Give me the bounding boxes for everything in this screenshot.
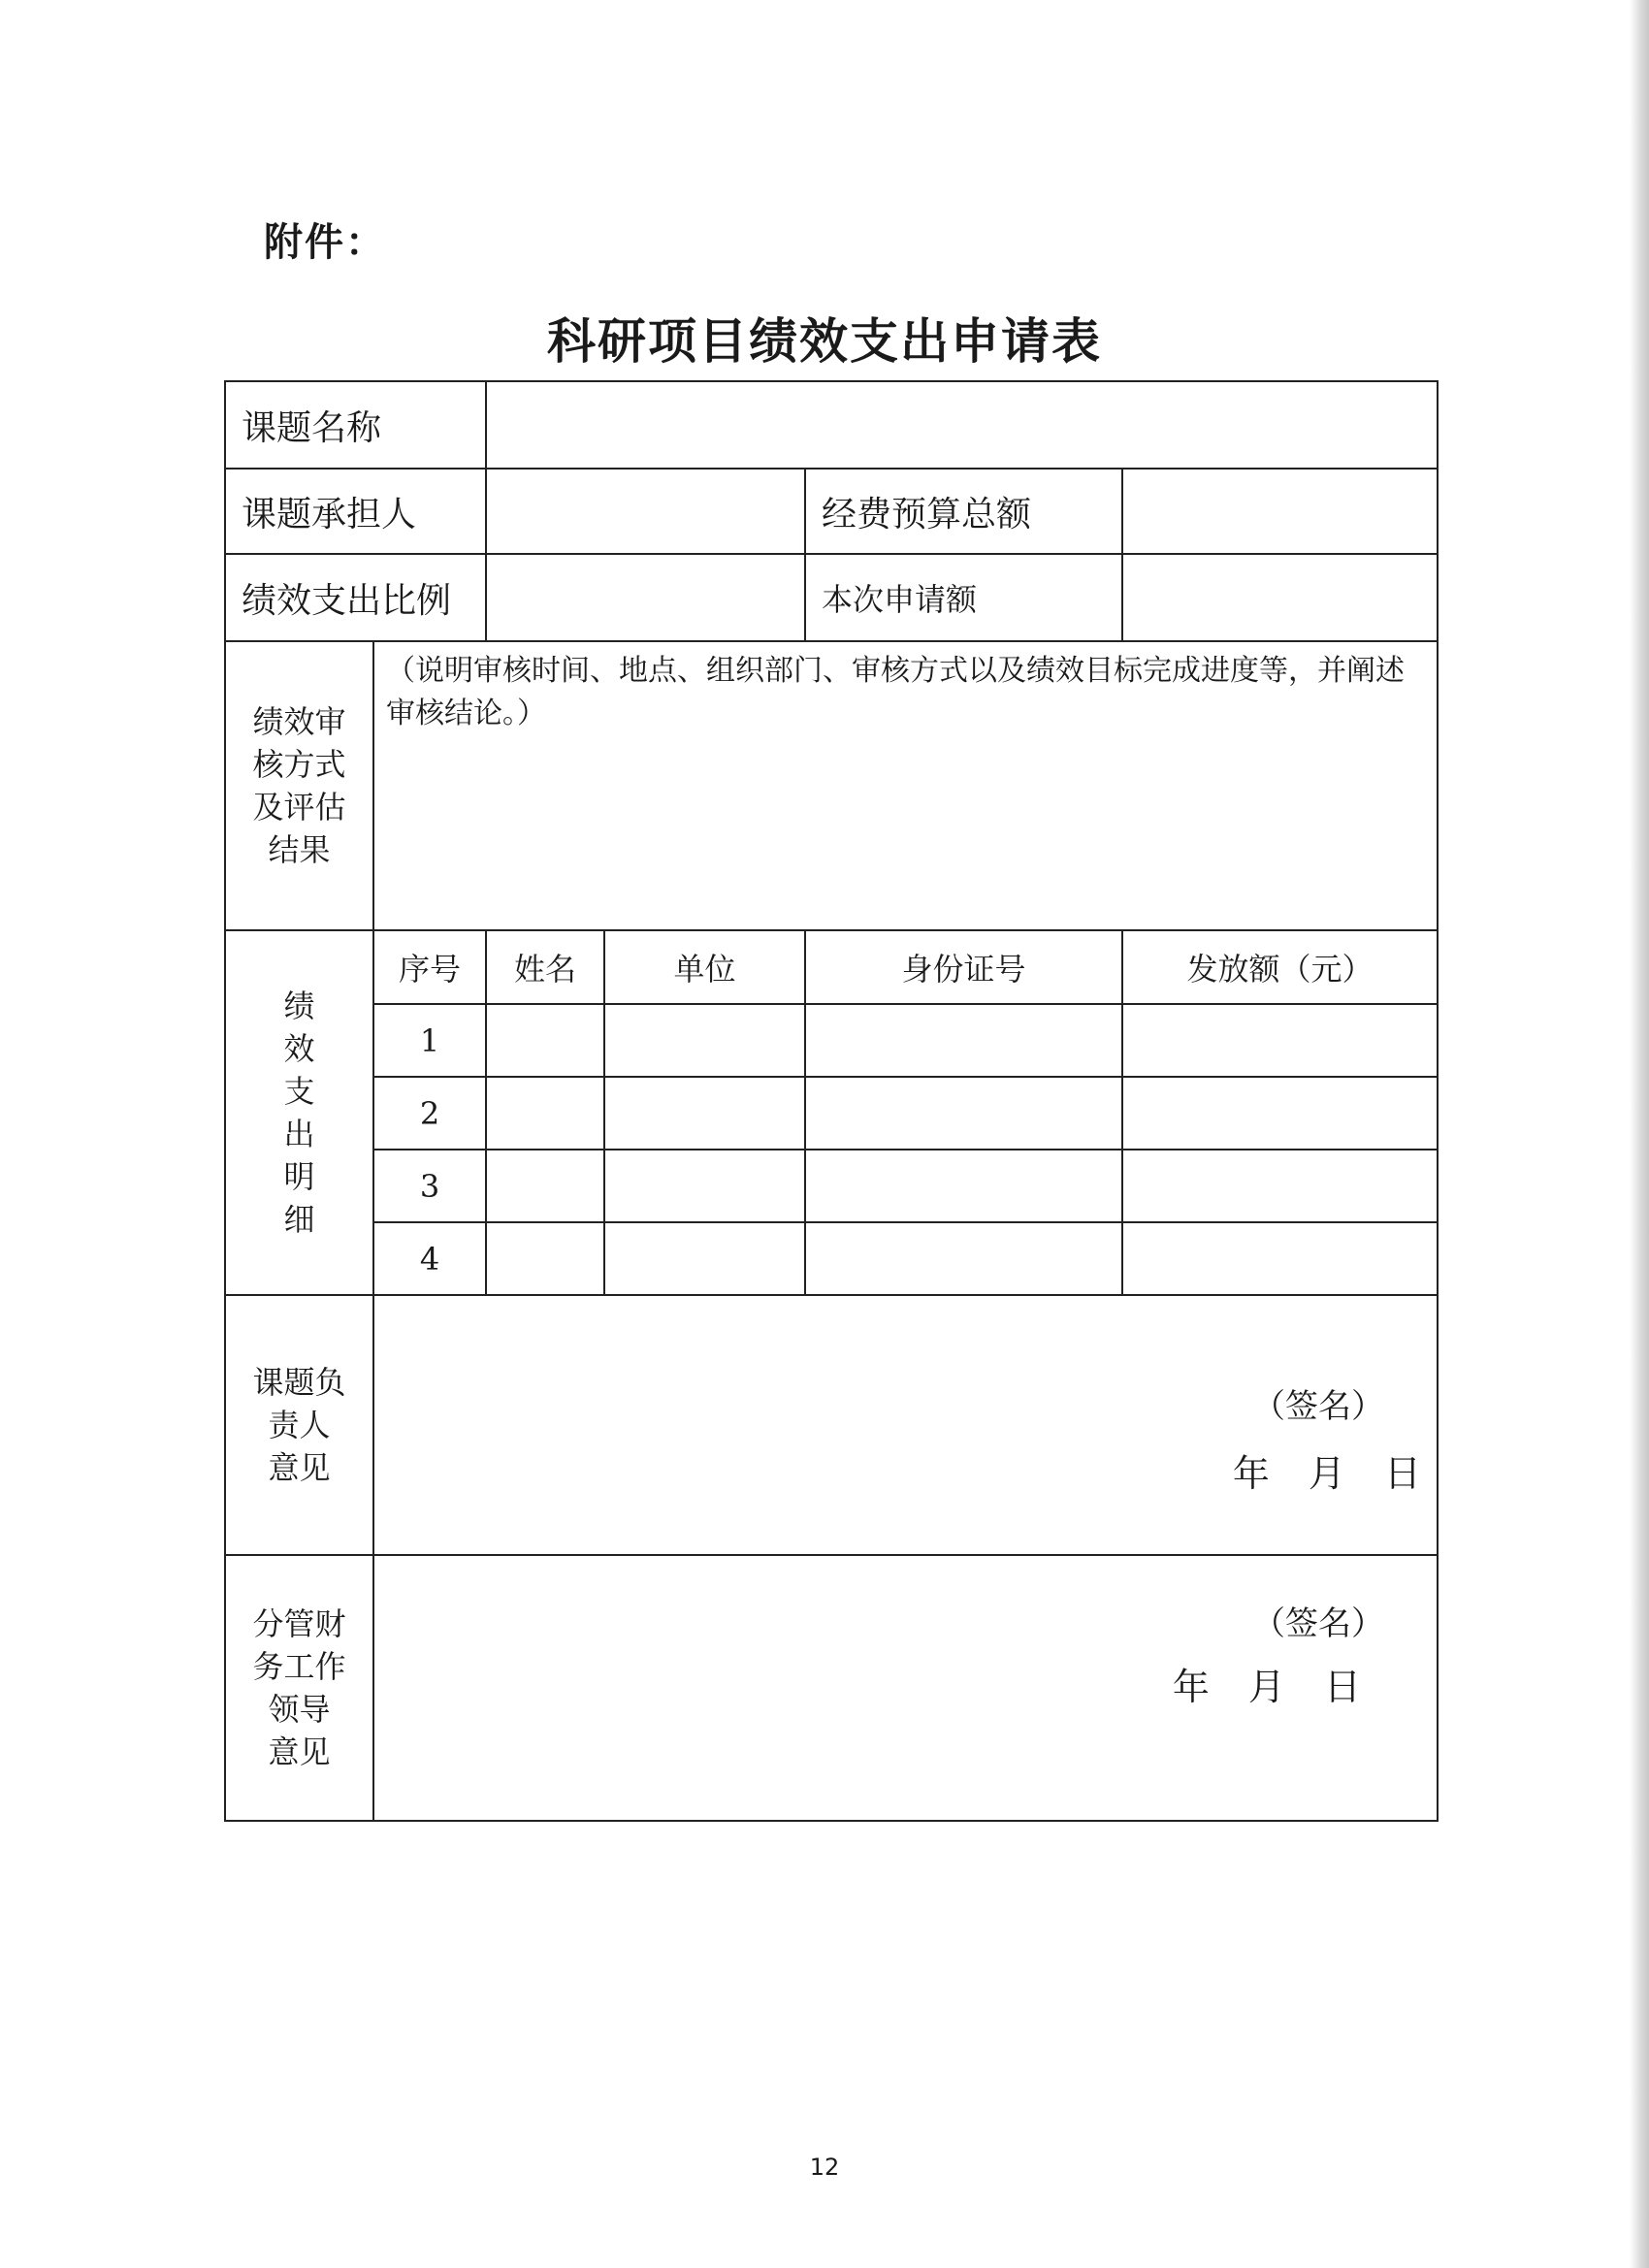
budget-total-field[interactable]	[1122, 469, 1438, 554]
leader-opinion-label	[225, 1295, 373, 1555]
detail-id-field[interactable]	[805, 1077, 1122, 1150]
detail-seq: 1	[373, 1004, 486, 1077]
detail-name-field[interactable]	[486, 1222, 604, 1295]
detail-header-row	[225, 930, 1438, 1004]
finance-opinion-field[interactable]	[373, 1555, 1438, 1821]
review-label	[225, 641, 373, 930]
leader-label-line: 意见	[268, 1449, 331, 1486]
project-name-field[interactable]	[486, 381, 1438, 469]
ratio-field[interactable]	[486, 554, 805, 641]
leader-label-line: 责人	[268, 1407, 331, 1443]
detail-label-char: 支	[283, 1073, 315, 1110]
detail-unit-field[interactable]	[604, 1150, 805, 1222]
form-title: 科研项目绩效支出申请表	[547, 312, 1102, 370]
finance-label-line: 领导	[268, 1691, 331, 1728]
detail-row	[225, 1077, 1438, 1150]
detail-name-field[interactable]	[486, 1150, 604, 1222]
page-number: 12	[809, 2154, 840, 2181]
apply-amount-field[interactable]	[1122, 554, 1438, 641]
detail-label-char: 绩	[283, 988, 315, 1024]
finance-label-line: 意见	[268, 1733, 331, 1770]
detail-label-char: 细	[283, 1201, 315, 1238]
detail-amount-field[interactable]	[1122, 1222, 1438, 1295]
row-project-name	[225, 381, 1438, 469]
detail-seq: 4	[373, 1222, 486, 1295]
leader-opinion-field[interactable]	[373, 1295, 1438, 1555]
attachment-label: 附件：	[264, 220, 386, 265]
leader-label-line: 课题负	[252, 1364, 346, 1401]
finance-date-label: 年 月 日	[1172, 1666, 1362, 1708]
header-name: 姓名	[486, 930, 604, 1004]
detail-row	[225, 1004, 1438, 1077]
detail-unit-field[interactable]	[604, 1222, 805, 1295]
review-label-line: 结果	[268, 831, 331, 868]
leader-signature-label: （签名）	[1252, 1387, 1385, 1426]
budget-total-label: 经费预算总额	[805, 469, 1122, 554]
review-label-line: 及评估	[252, 789, 346, 826]
detail-amount-field[interactable]	[1122, 1077, 1438, 1150]
row-leader-opinion	[225, 1295, 1438, 1555]
finance-signature-label: （签名）	[1252, 1604, 1385, 1643]
finance-label-line: 分管财	[252, 1605, 346, 1642]
detail-name-field[interactable]	[486, 1004, 604, 1077]
detail-seq: 3	[373, 1150, 486, 1222]
detail-row	[225, 1222, 1438, 1295]
detail-unit-field[interactable]	[604, 1077, 805, 1150]
detail-label-char: 效	[283, 1030, 315, 1067]
ratio-label: 绩效支出比例	[225, 554, 486, 641]
detail-amount-field[interactable]	[1122, 1150, 1438, 1222]
review-label-line: 绩效审	[252, 703, 346, 740]
row-undertaker	[225, 469, 1438, 554]
detail-id-field[interactable]	[805, 1004, 1122, 1077]
detail-label	[225, 930, 373, 1295]
detail-seq: 2	[373, 1077, 486, 1150]
row-review	[225, 641, 1438, 930]
header-seq: 序号	[373, 930, 486, 1004]
detail-id-field[interactable]	[805, 1222, 1122, 1295]
finance-opinion-label	[225, 1555, 373, 1821]
review-instructions: （说明审核时间、地点、组织部门、审核方式以及绩效目标完成进度等，并阐述审核结论。）	[386, 654, 1405, 730]
detail-label-char: 明	[283, 1158, 315, 1195]
header-amount: 发放额（元）	[1122, 930, 1438, 1004]
detail-row	[225, 1150, 1438, 1222]
row-ratio	[225, 554, 1438, 641]
review-content-field[interactable]	[373, 641, 1438, 930]
detail-amount-field[interactable]	[1122, 1004, 1438, 1077]
header-id-number: 身份证号	[805, 930, 1122, 1004]
row-finance-opinion	[225, 1555, 1438, 1821]
review-label-line: 核方式	[252, 746, 346, 783]
undertaker-field[interactable]	[486, 469, 805, 554]
apply-amount-label: 本次申请额	[805, 554, 1122, 641]
finance-label-line: 务工作	[252, 1648, 346, 1685]
detail-unit-field[interactable]	[604, 1004, 805, 1077]
detail-name-field[interactable]	[486, 1077, 604, 1150]
application-form-table	[224, 380, 1439, 1822]
leader-date-label: 年 月 日	[1232, 1452, 1422, 1495]
detail-id-field[interactable]	[805, 1150, 1122, 1222]
detail-label-char: 出	[283, 1116, 315, 1152]
undertaker-label: 课题承担人	[225, 469, 486, 554]
header-unit: 单位	[604, 930, 805, 1004]
project-name-label: 课题名称	[225, 381, 486, 469]
